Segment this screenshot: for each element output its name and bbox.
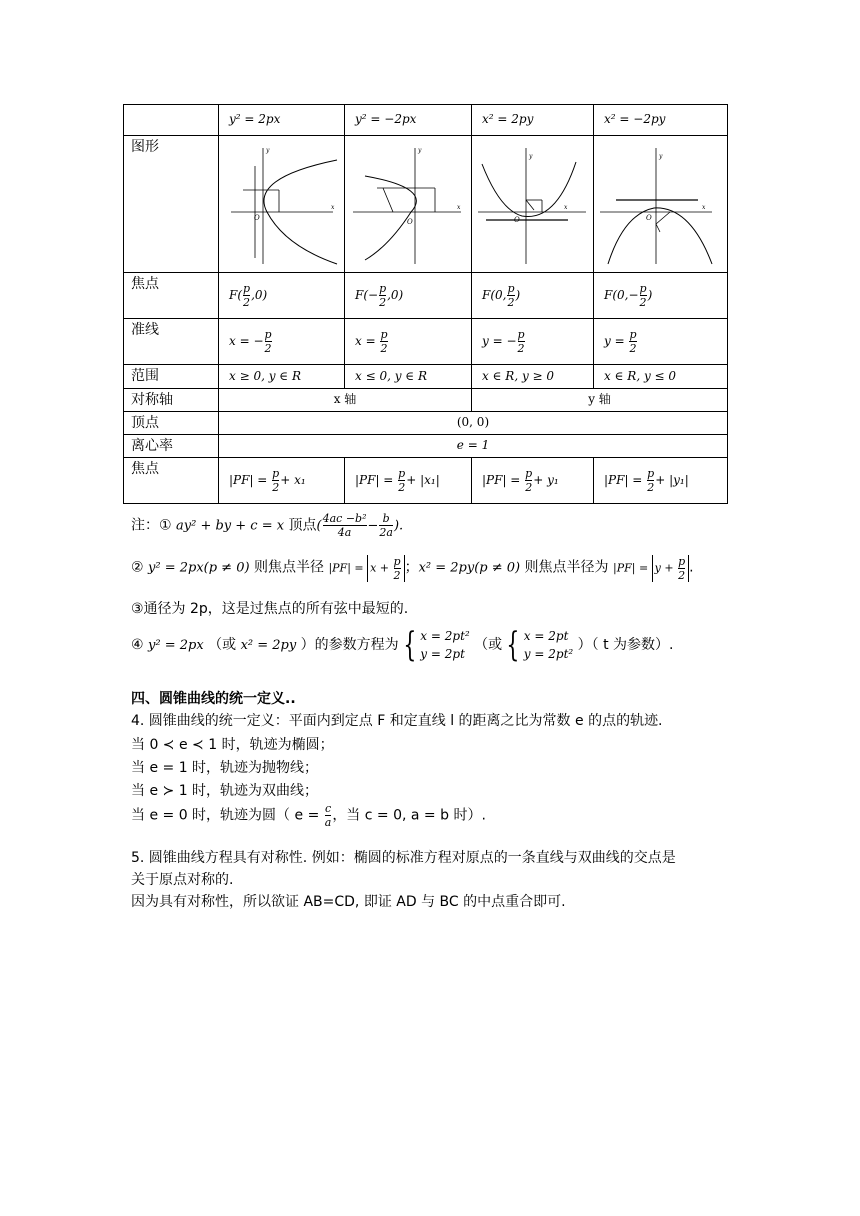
svg-text:x: x <box>564 204 568 211</box>
equation-row <box>124 105 728 136</box>
case-parabola: 当 e = 1 时，轨迹为抛物线； <box>131 760 319 776</box>
range-1: x ≥ 0, y ∈ R <box>219 365 345 389</box>
graph-row <box>124 136 728 273</box>
svg-text:x: x <box>331 204 335 211</box>
parabola-table <box>123 104 728 504</box>
range-4: x ∈ R, y ≤ 0 <box>594 365 728 389</box>
note-2: ② y² = 2px(p ≠ 0) 则焦点半径 |PF| = x + $\frac{p}{2}$ ；x² = 2py(p ≠ 0) 则焦点半径为 |PF| = y + $\frac{p}{2}$ . <box>131 555 694 582</box>
focal-2: |PF| = $\frac{p}{2}$ + |x₁| <box>345 458 472 504</box>
symmetry-paragraph-2: 关于原点对称的. <box>131 872 234 888</box>
svg-text:y: y <box>659 153 663 160</box>
svg-text:y: y <box>266 147 270 154</box>
axis-row <box>124 389 728 412</box>
range-3: x ∈ R, y ≥ 0 <box>472 365 594 389</box>
directrix-4: y = $\frac{p}{2}$ <box>594 319 728 365</box>
ecc-value: e = 1 <box>219 435 728 458</box>
directrix-1: x = − $\frac{p}{2}$ <box>219 319 345 365</box>
equation-2: y² = −2px <box>345 105 472 136</box>
vertex-row <box>124 412 728 435</box>
range-label: 范围 <box>124 365 219 389</box>
note-1: 注：① ay² + by + c = x 顶点( $\frac{\text{4ac −b²}}{4a}$ − $\frac{b}{2a}$ ). <box>131 512 404 539</box>
svg-text:O: O <box>407 218 413 226</box>
ecc-row <box>124 435 728 458</box>
graph-down-opening <box>594 136 728 273</box>
range-2: x ≤ 0, y ∈ R <box>345 365 472 389</box>
svg-text:y: y <box>529 153 533 160</box>
equation-3: x² = 2py <box>472 105 594 136</box>
focal-radius-row <box>124 458 728 504</box>
definition-paragraph: 4. 圆锥曲线的统一定义：平面内到定点 F 和定直线 l 的距离之比为常数 e 的点的轨迹. <box>131 713 663 729</box>
case-hyperbola: 当 e ≻ 1 时，轨迹为双曲线； <box>131 783 319 799</box>
symmetry-paragraph-3: 因为具有对称性，所以欲证 AB=CD, 即证 AD 与 BC 的中点重合即可. <box>131 894 566 910</box>
vertex-label: 顶点 <box>124 412 219 435</box>
corner-cell <box>124 105 219 136</box>
graph-up-opening <box>472 136 594 273</box>
focus-4: F(0,− $\frac{p}{2}$ ) <box>594 273 728 319</box>
case-circle: 当 e = 0 时，轨迹为圆（ e = $\frac{c}{a}$ ，当 c = 0, a = b 时）. <box>131 802 486 829</box>
focal-3: |PF| = $\frac{p}{2}$ + y₁ <box>472 458 594 504</box>
directrix-2: x = $\frac{p}{2}$ <box>345 319 472 365</box>
note-4: ④ y² = 2px （或 x² = 2py ）的参数方程为 { x = 2pt² y = 2pt （或 { x = 2pt y = 2pt² ）（ t 为参数）. <box>131 625 674 665</box>
directrix-row <box>124 319 728 365</box>
axis-y: y 轴 <box>472 389 728 412</box>
case-ellipse: 当 0 ≺ e ≺ 1 时，轨迹为椭圆； <box>131 737 334 753</box>
parabola-left-graph <box>345 136 471 272</box>
parabola-up-graph <box>472 136 593 272</box>
graph-left-opening <box>345 136 472 273</box>
graph-right-opening <box>219 136 345 273</box>
axis-label: 对称轴 <box>124 389 219 412</box>
focus-label: 焦点 <box>124 273 219 319</box>
equation-4: x² = −2py <box>594 105 728 136</box>
graph-label: 图形 <box>124 136 219 273</box>
svg-text:x: x <box>702 204 706 211</box>
focal-1: |PF| = $\frac{p}{2}$ + x₁ <box>219 458 345 504</box>
svg-text:x: x <box>457 204 461 211</box>
svg-text:O: O <box>514 216 520 224</box>
svg-text:O: O <box>646 214 652 222</box>
range-row <box>124 365 728 389</box>
equation-1: y² = 2px <box>219 105 345 136</box>
focus-2: F(− $\frac{p}{2}$ ,0) <box>345 273 472 319</box>
axis-x: x 轴 <box>219 389 472 412</box>
svg-text:O: O <box>254 214 260 222</box>
focus-3: F(0, $\frac{p}{2}$ ) <box>472 273 594 319</box>
section-heading: 四、圆锥曲线的统一定义.. <box>131 691 296 707</box>
focal-label: 焦点 <box>124 458 219 504</box>
svg-text:y: y <box>418 147 422 154</box>
directrix-label: 准线 <box>124 319 219 365</box>
vertex-value: (0, 0) <box>219 412 728 435</box>
focal-4: |PF| = $\frac{p}{2}$ + |y₁| <box>594 458 728 504</box>
parabola-right-graph <box>219 136 344 272</box>
directrix-3: y = − $\frac{p}{2}$ <box>472 319 594 365</box>
ecc-label: 离心率 <box>124 435 219 458</box>
note-3: ③通径为 2p，这是过焦点的所有弦中最短的. <box>131 601 409 617</box>
symmetry-paragraph-1: 5. 圆锥曲线方程具有对称性. 例如：椭圆的标准方程对原点的一条直线与双曲线的交点是 <box>131 850 676 866</box>
focus-row <box>124 273 728 319</box>
parabola-down-graph <box>594 136 727 272</box>
focus-1: F( $\frac{p}{2}$ ,0) <box>219 273 345 319</box>
